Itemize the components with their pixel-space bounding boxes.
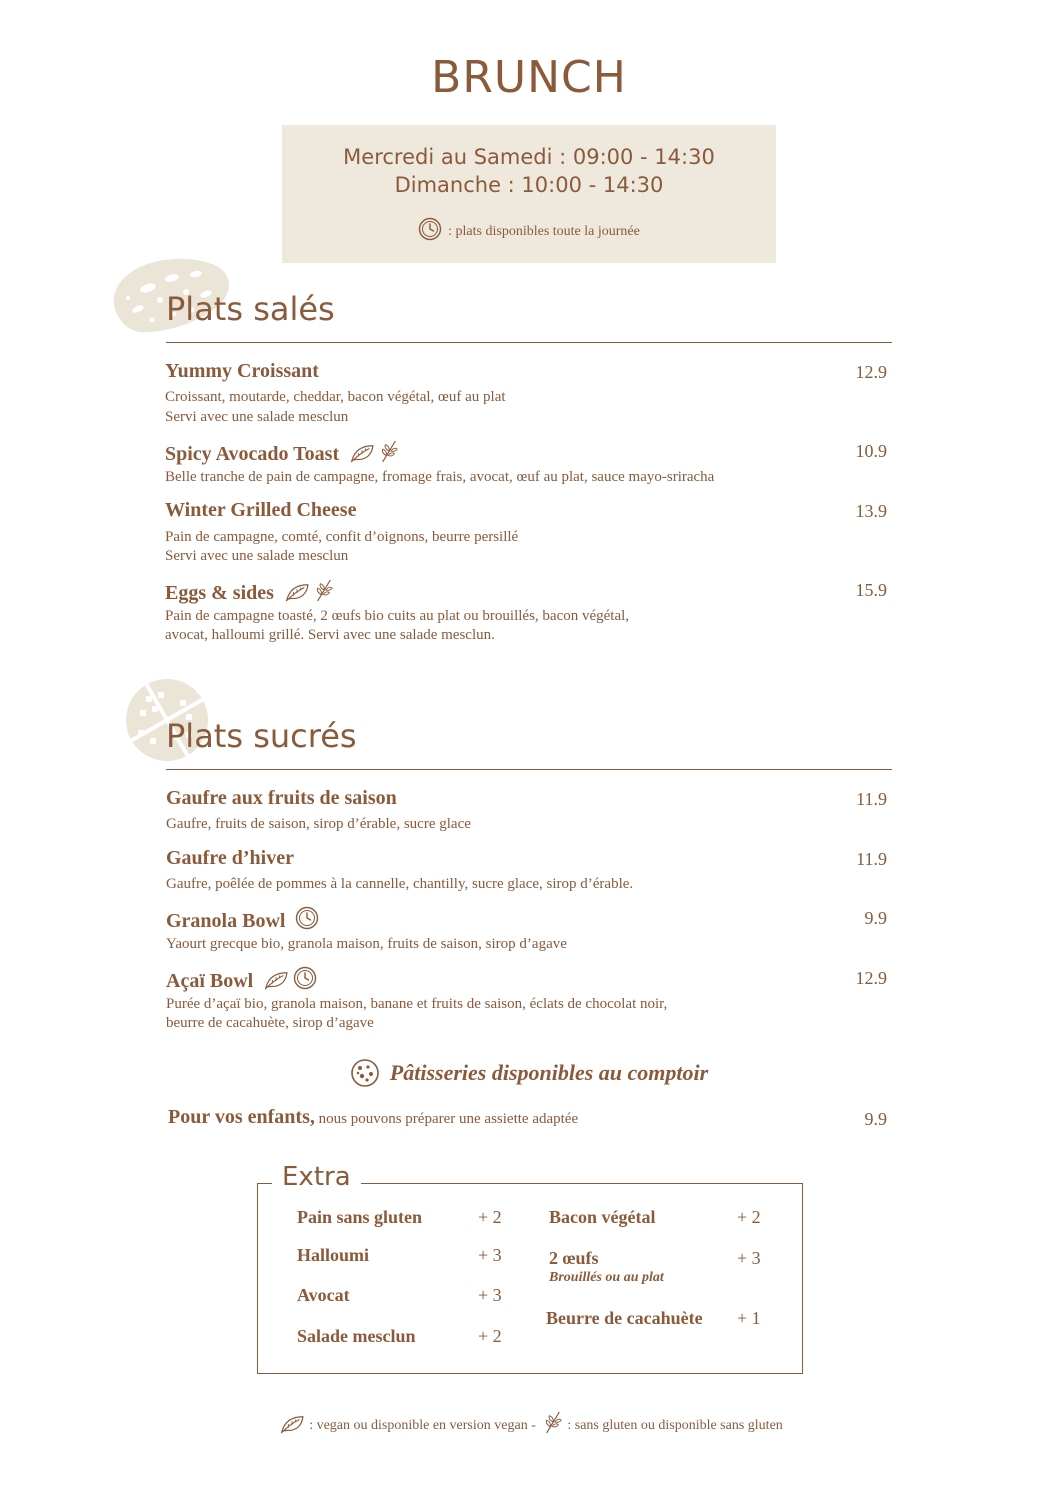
kids-lead: Pour vos enfants, <box>168 1106 315 1128</box>
pastry-note <box>0 1058 1058 1088</box>
clock-icon <box>418 217 442 241</box>
menu-item-desc: Servi avec une salade mesclun <box>165 548 349 564</box>
extra-item-sub: Brouillés ou au plat <box>549 1270 664 1285</box>
menu-item-name: Eggs & sides <box>165 582 274 604</box>
extra-item-price: + 3 <box>737 1248 761 1268</box>
section-title-sweet: Plats sucrés <box>166 717 357 755</box>
extra-item-name: Avocat <box>297 1285 350 1305</box>
all-day-note <box>282 217 776 241</box>
menu-item-desc: Servi avec une salade mesclun <box>165 409 349 425</box>
leaf-icon <box>349 443 375 463</box>
all-day-note-text: : plats disponibles toute la journée <box>448 224 640 239</box>
menu-item-name: Granola Bowl <box>166 910 286 932</box>
extra-item-name: Beurre de cacahuète <box>546 1308 703 1328</box>
menu-item-desc: Belle tranche de pain de campagne, fromage frais, avocat, œuf au plat, sauce mayo-sriracha <box>165 469 715 485</box>
menu-item-name: Açaï Bowl <box>166 970 254 992</box>
extra-item-price: + 1 <box>737 1308 761 1328</box>
menu-item-name: Gaufre d’hiver <box>166 847 294 869</box>
diet-icons <box>263 966 321 995</box>
hours-sunday: Dimanche : 10:00 - 14:30 <box>394 173 664 197</box>
cookie-icon <box>350 1058 380 1088</box>
menu-item-price: 15.9 <box>855 580 887 600</box>
menu-item-desc: beurre de cacahuète, sirop d’agave <box>166 1015 374 1031</box>
extra-item-price: + 3 <box>478 1285 502 1305</box>
clock-icon <box>293 966 317 990</box>
menu-item <box>166 966 321 995</box>
menu-item-price: 12.9 <box>855 968 887 988</box>
kids-rest: nous pouvons préparer une assiette adaptée <box>314 1111 579 1127</box>
clock-icon <box>295 906 319 930</box>
extra-item-name: Bacon végétal <box>549 1207 656 1227</box>
hours-box <box>282 125 776 263</box>
wheat-icon <box>314 578 334 602</box>
extra-item-price: + 2 <box>478 1207 502 1227</box>
extra-item-price: + 3 <box>478 1245 502 1265</box>
diet-icons <box>284 578 338 607</box>
extra-title: Extra <box>272 1162 361 1192</box>
menu-item <box>166 906 323 935</box>
menu-item <box>165 578 338 607</box>
diet-icons <box>349 439 403 468</box>
menu-item-desc: Gaufre, poêlée de pommes à la cannelle, chantilly, sucre glace, sirop d’érable. <box>166 876 634 892</box>
kids-price: 9.9 <box>864 1109 887 1129</box>
menu-item-price: 11.9 <box>856 849 887 869</box>
hours-weekday: Mercredi au Samedi : 09:00 - 14:30 <box>343 145 715 169</box>
menu-item-name: Gaufre aux fruits de saison <box>166 787 397 809</box>
legend-vegan: : vegan ou disponible en version vegan - <box>309 1418 536 1433</box>
kids-note <box>168 1106 578 1129</box>
sweet-divider <box>166 769 892 770</box>
menu-item <box>165 439 403 468</box>
wheat-icon <box>379 439 399 463</box>
menu-item-price: 13.9 <box>855 501 887 521</box>
leaf-icon <box>284 582 310 602</box>
extra-item-name: 2 œufs <box>549 1248 599 1268</box>
extra-item-price: + 2 <box>478 1326 502 1346</box>
menu-item-price: 11.9 <box>856 789 887 809</box>
wheat-icon <box>543 1410 563 1434</box>
savory-divider <box>166 342 892 343</box>
menu-item-name: Spicy Avocado Toast <box>165 443 340 465</box>
menu-item-desc: Purée d’açaï bio, granola maison, banane et fruits de saison, éclats de chocolat noir, <box>166 996 668 1012</box>
extra-item-name: Salade mesclun <box>297 1326 416 1346</box>
page-title: BRUNCH <box>431 52 627 103</box>
pastry-note-text: Pâtisseries disponibles au comptoir <box>389 1060 709 1085</box>
menu-item-price: 10.9 <box>855 441 887 461</box>
legend-gluten: : sans gluten ou disponible sans gluten <box>567 1418 783 1433</box>
menu-item-price: 12.9 <box>855 362 887 382</box>
menu-item-name: Yummy Croissant <box>165 360 319 382</box>
extra-item-name: Halloumi <box>297 1245 370 1265</box>
leaf-icon <box>279 1414 305 1434</box>
menu-item-desc: avocat, halloumi grillé. Servi avec une salade mesclun. <box>165 627 495 643</box>
menu-item-price: 9.9 <box>864 908 887 928</box>
extra-item-price: + 2 <box>737 1207 761 1227</box>
legend <box>0 1410 1058 1434</box>
section-title-savory: Plats salés <box>166 290 335 328</box>
menu-item-desc: Yaourt grecque bio, granola maison, fruits de saison, sirop d’agave <box>166 936 567 952</box>
leaf-icon <box>263 970 289 990</box>
menu-item-desc: Pain de campagne, comté, confit d’oignons, beurre persillé <box>165 529 519 545</box>
menu-item-name: Winter Grilled Cheese <box>165 499 357 521</box>
menu-item-desc: Gaufre, fruits de saison, sirop d’érable, sucre glace <box>166 816 471 832</box>
menu-item-desc: Pain de campagne toasté, 2 œufs bio cuits au plat ou brouillés, bacon végétal, <box>165 608 630 624</box>
extra-item-name: Pain sans gluten <box>297 1207 423 1227</box>
menu-item-desc: Croissant, moutarde, cheddar, bacon végétal, œuf au plat <box>165 389 506 405</box>
diet-icons <box>295 906 323 935</box>
